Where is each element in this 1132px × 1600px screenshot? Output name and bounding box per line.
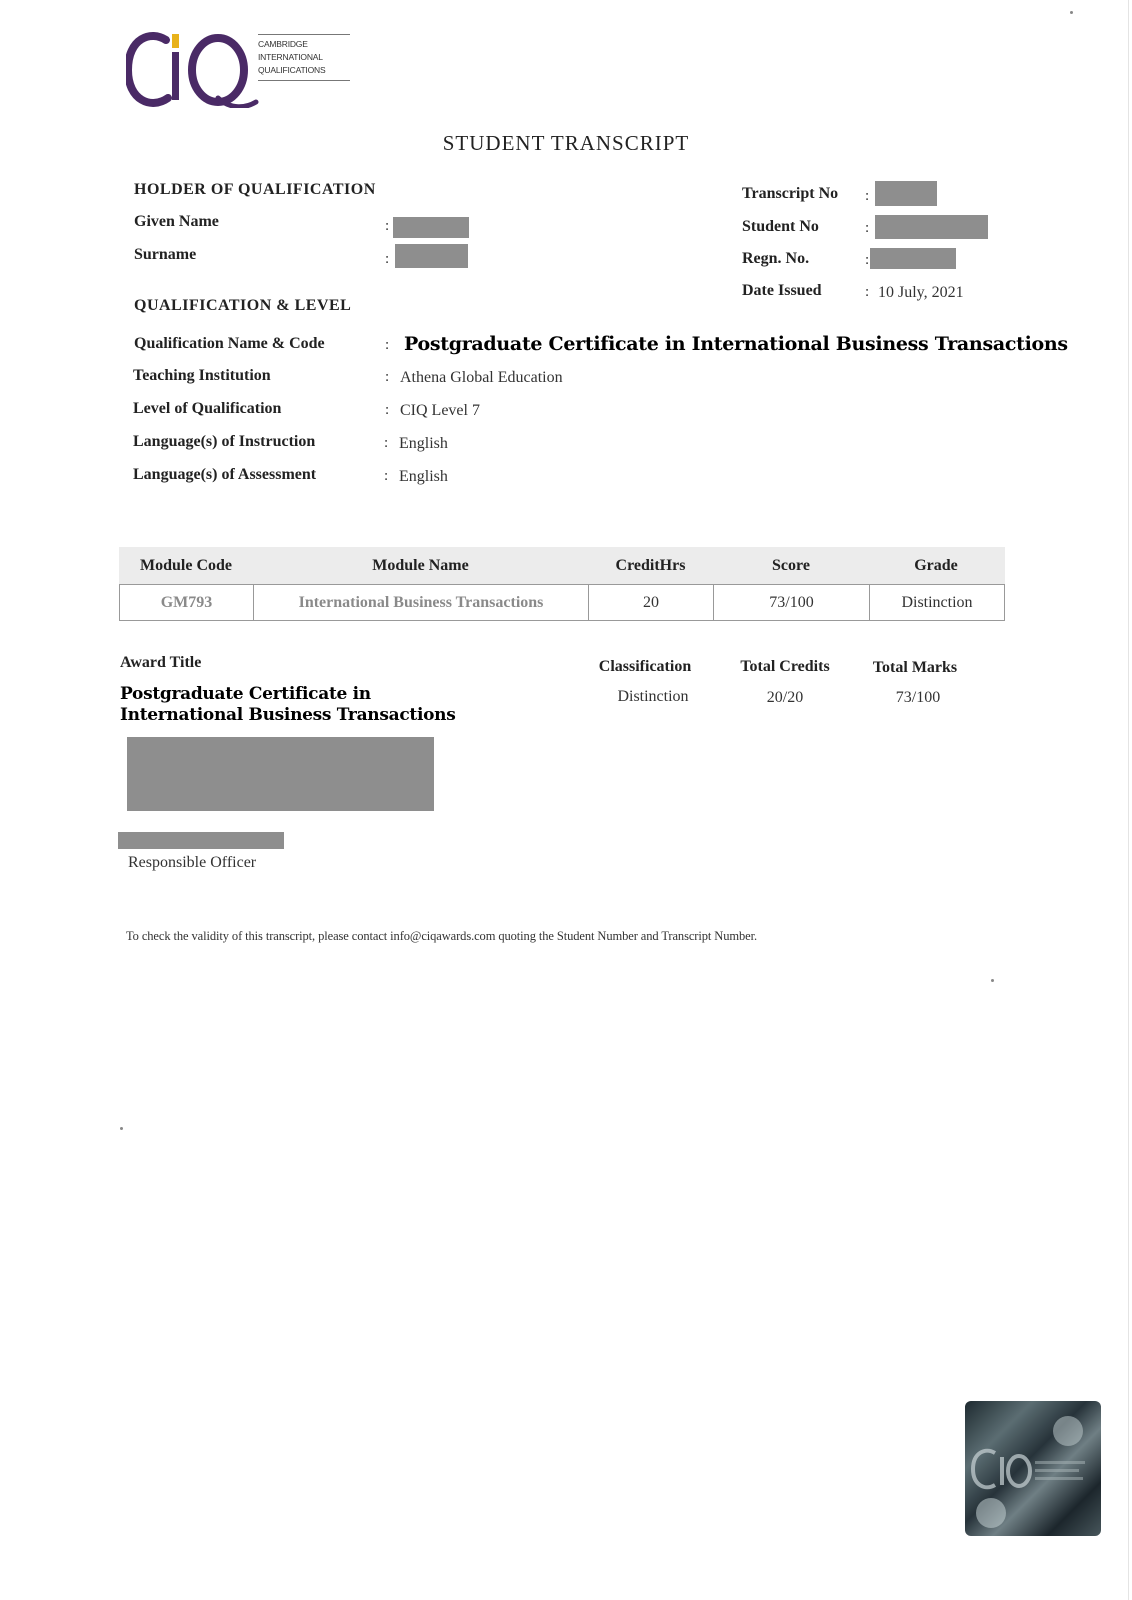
document-title: STUDENT TRANSCRIPT	[442, 131, 690, 155]
hologram-seal	[965, 1401, 1101, 1536]
total-marks-value: 73/100	[895, 689, 941, 706]
teaching-institution-label: Teaching Institution	[133, 367, 271, 384]
qualification-name-value: Postgraduate Certificate in International Business Transactions	[404, 333, 1068, 355]
ciq-logo-mark	[126, 28, 261, 108]
logo-word: INTERNATIONAL	[258, 52, 323, 62]
redacted-officer-name	[118, 832, 284, 849]
responsible-officer-label: Responsible Officer	[128, 854, 257, 871]
classification-heading: Classification	[598, 658, 692, 675]
colon: :	[385, 402, 390, 418]
module-table-header	[119, 547, 1005, 584]
header-grade: Grade	[914, 556, 958, 574]
logo-word: QUALIFICATIONS	[258, 65, 326, 75]
cell-module-name: International Business Transactions	[254, 585, 589, 620]
colon: :	[865, 252, 870, 268]
cell-score: 73/100	[714, 585, 870, 620]
teaching-institution-value: Athena Global Education	[400, 369, 563, 386]
qualification-name-label: Qualification Name & Code	[134, 335, 325, 352]
student-no-label: Student No	[742, 218, 819, 235]
ciq-logo-words	[258, 34, 350, 81]
total-credits-value: 20/20	[766, 689, 804, 706]
scan-speck	[991, 979, 994, 982]
colon: :	[865, 188, 870, 204]
scan-edge	[1128, 0, 1129, 1600]
total-credits-heading: Total Credits	[740, 658, 830, 675]
colon: :	[385, 251, 390, 267]
total-marks-heading: Total Marks	[872, 659, 958, 676]
scan-speck	[120, 1127, 123, 1130]
redacted-given-name	[393, 217, 469, 238]
redacted-signature	[127, 737, 434, 811]
regn-no-label: Regn. No.	[742, 250, 810, 267]
header-module-code: Module Code	[140, 556, 232, 574]
cell-module-code: GM793	[120, 585, 254, 620]
colon: :	[384, 468, 389, 484]
cell-grade: Distinction	[901, 593, 973, 611]
redacted-transcript-no	[875, 181, 937, 206]
logo-word: CAMBRIDGE	[258, 39, 308, 49]
colon: :	[385, 337, 390, 353]
header-credit-hrs: CreditHrs	[615, 556, 686, 574]
redacted-regn-no	[870, 248, 956, 269]
header-score: Score	[772, 556, 810, 574]
redacted-surname	[395, 244, 468, 268]
colon: :	[865, 284, 870, 300]
level-label: Level of Qualification	[133, 400, 282, 417]
award-title-value: Postgraduate Certificate in International Business Transactions	[120, 684, 456, 725]
surname-label: Surname	[134, 246, 197, 263]
cell-credit-hrs: 20	[589, 585, 714, 620]
colon: :	[385, 218, 390, 234]
transcript-no-label: Transcript No	[742, 185, 839, 202]
classification-value: Distinction	[617, 688, 689, 705]
scan-speck	[1070, 11, 1073, 14]
award-title-label: Award Title	[120, 654, 202, 671]
colon: :	[865, 220, 870, 236]
date-issued-value: 10 July, 2021	[878, 284, 964, 301]
instruction-language-label: Language(s) of Instruction	[133, 433, 316, 450]
date-issued-label: Date Issued	[742, 282, 822, 299]
hologram-ciq-icon	[965, 1401, 1101, 1536]
redacted-student-no	[875, 215, 988, 239]
table-row	[119, 584, 1005, 621]
colon: :	[384, 435, 389, 451]
holder-heading: HOLDER OF QUALIFICATION	[134, 181, 376, 198]
instruction-language-value: English	[399, 435, 448, 452]
module-table	[119, 547, 1005, 621]
validity-note: To check the validity of this transcript, please contact info@ciqawards.com quoting the Student Number and Transcript Number.	[126, 929, 757, 943]
header-module-name: Module Name	[372, 556, 469, 574]
given-name-label: Given Name	[134, 213, 219, 230]
level-value: CIQ Level 7	[400, 402, 480, 419]
assessment-language-label: Language(s) of Assessment	[133, 466, 317, 483]
colon: :	[385, 369, 390, 385]
assessment-language-value: English	[399, 468, 448, 485]
qualification-heading: QUALIFICATION & LEVEL	[134, 297, 352, 314]
